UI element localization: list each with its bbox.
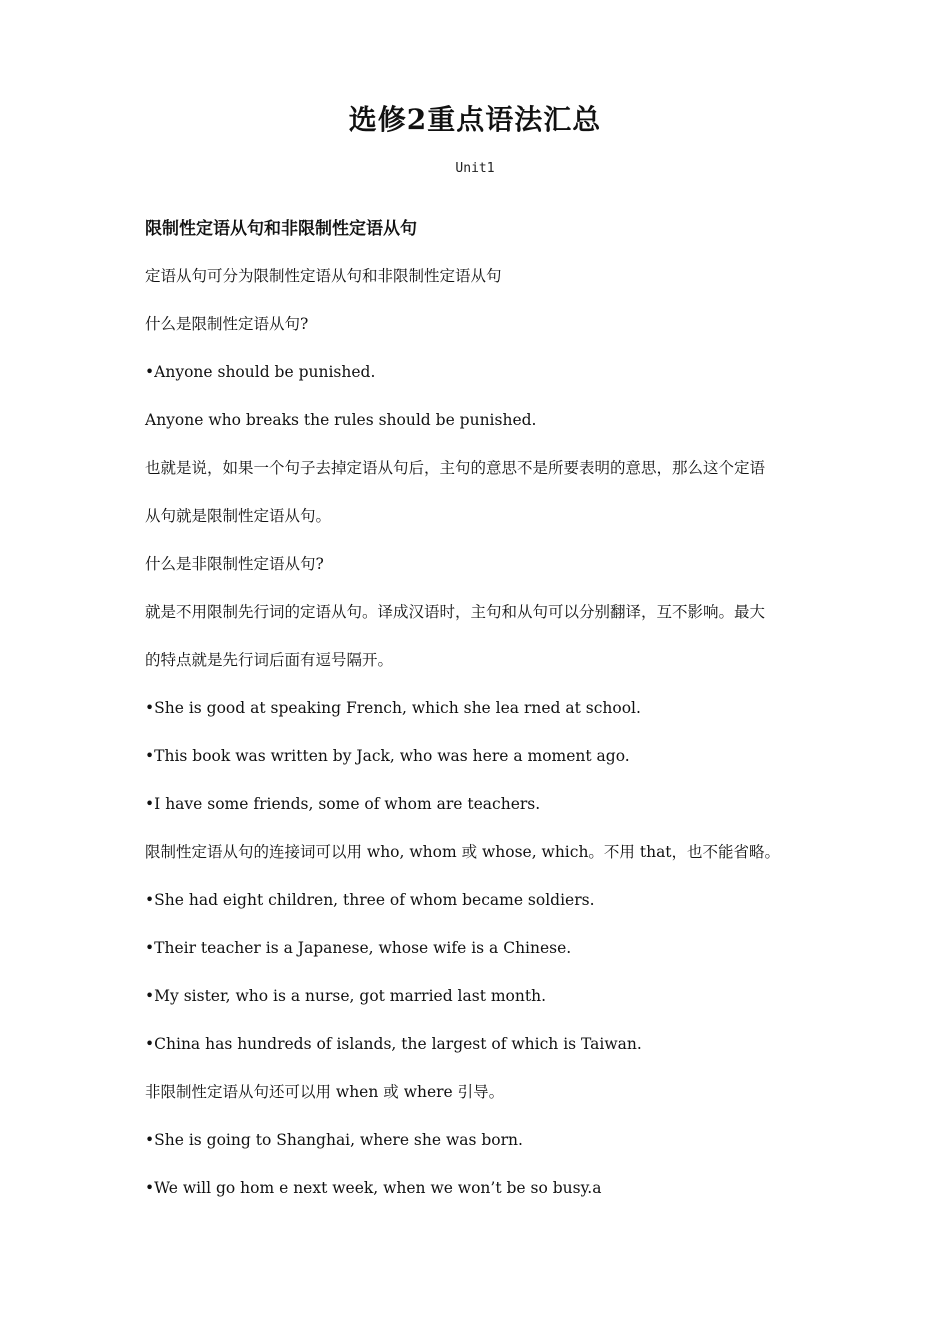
example-sentence: •She had eight children, three of whom became soldiers. (145, 891, 595, 909)
example-sentence: •She is going to Shanghai, where she was born. (145, 1131, 523, 1149)
body-line: 限制性定语从句的连接词可以用 who, whom 或 whose, which。不用 that，也不能省略。 (145, 843, 781, 861)
body-text (145, 252, 815, 1212)
body-line: 从句就是限制性定语从句。 (145, 507, 332, 525)
example-sentence: •This book was written by Jack, who was here a moment ago. (145, 747, 630, 765)
body-line: 什么是限制性定语从句? (145, 315, 309, 333)
body-line: 什么是非限制性定语从句? (145, 555, 324, 573)
example-sentence: •Anyone should be punished. (145, 363, 376, 381)
example-sentence: •Their teacher is a Japanese, whose wife is a Chinese. (145, 939, 572, 957)
body-line: 非限制性定语从句还可以用 when 或 where 引导。 (145, 1083, 505, 1101)
body-line: 也就是说，如果一个句子去掉定语从句后，主句的意思不是所要表明的意思，那么这个定语 (145, 459, 766, 477)
example-sentence: •I have some friends, some of whom are teachers. (145, 795, 541, 813)
unit-label: Unit1 (455, 161, 495, 176)
example-sentence: •She is good at speaking French, which she lea rned at school. (145, 699, 641, 717)
document-title: 选修2重点语法汇总 (348, 103, 602, 136)
example-sentence: •China has hundreds of islands, the largest of which is Taiwan. (145, 1035, 642, 1053)
body-line: Anyone who breaks the rules should be punished. (145, 411, 537, 429)
section-heading: 限制性定语从句和非限制性定语从句 (145, 219, 417, 239)
example-sentence: •My sister, who is a nurse, got married last month. (145, 987, 547, 1005)
body-line: 定语从句可分为限制性定语从句和非限制性定语从句 (145, 267, 502, 285)
example-sentence: •We will go hom e next week, when we won’t be so busy.a (145, 1179, 602, 1197)
body-line: 的特点就是先行词后面有逗号隔开。 (145, 651, 394, 669)
body-line: 就是不用限制先行词的定语从句。译成汉语时，主句和从句可以分别翻译，互不影响。最大 (145, 603, 766, 621)
